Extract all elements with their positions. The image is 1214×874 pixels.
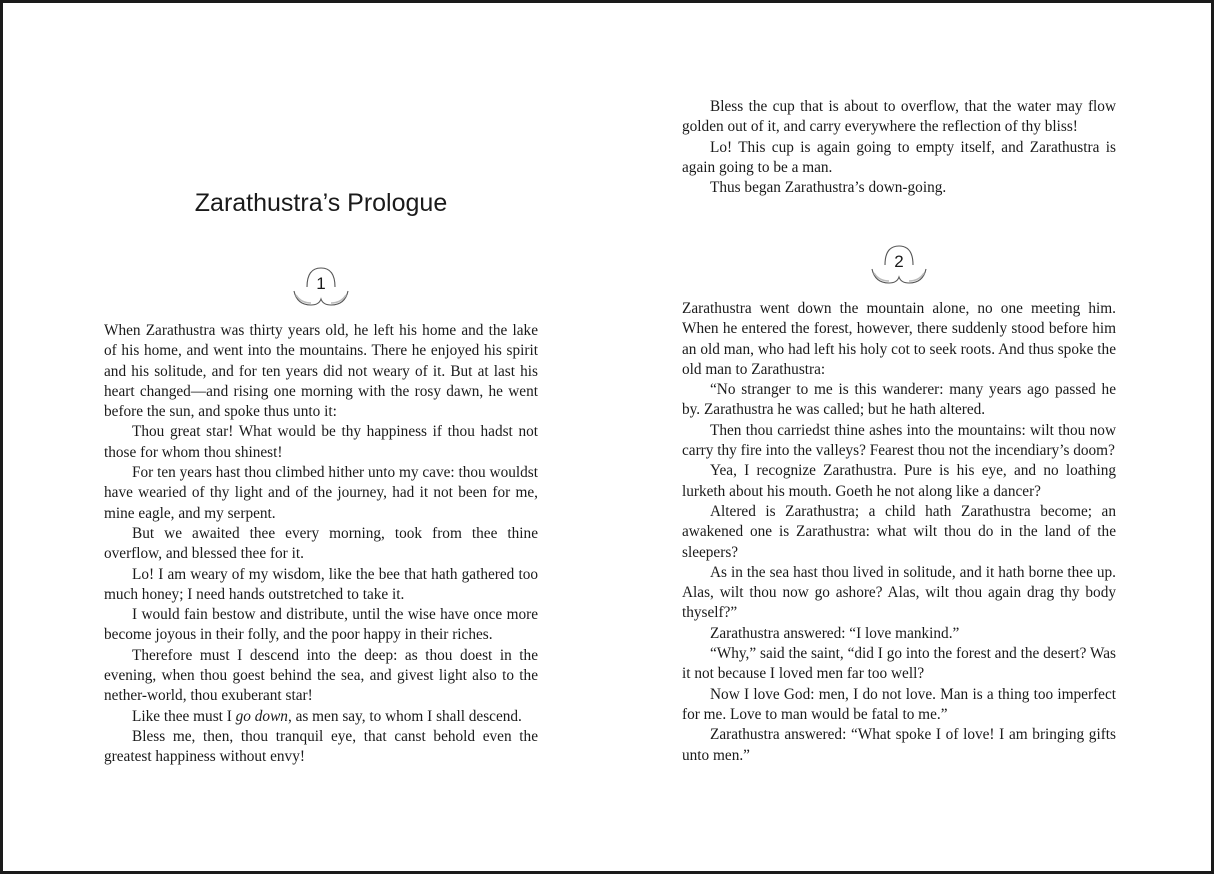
section-number: 1 [316,274,326,293]
paragraph: Zarathustra answered: “What spoke I of love! I am bringing gifts unto men.” [682,726,1116,764]
paragraph: Lo! This cup is again going to empty itself, and Zarathustra is again going to be a man. [682,138,1116,176]
right-page-top-body [682,97,1116,198]
paragraph-text: Like thee must I [132,707,236,725]
paragraph: But we awaited thee every morning, took from thee thine overflow, and blessed thee for it. [104,524,538,563]
paragraph [104,707,538,727]
paragraph: Now I love God: men, I do not love. Man is a thing too imperfect for me. Love to man would be fatal to me.” [682,685,1116,723]
paragraph: Therefore must I descend into the deep: as thou doest in the evening, when thou goest behind the sea, and givest light also to the nether-world, thou exuberant star! [104,646,538,705]
paragraph: Lo! I am weary of my wisdom, like the bee that hath gathered too much honey; I need hands outstretched to take it. [104,565,538,603]
paragraph: Thou great star! What would be thy happiness if thou hadst not those for whom thou shinest! [104,423,538,461]
section-ornament-2 [682,243,1116,291]
paragraph: As in the sea hast thou lived in solitude, and it hath borne thee up. Alas, wilt thou now go ashore? Alas, wilt thou again drag thy body thyself?” [682,563,1116,622]
paragraph: Altered is Zarathustra; a child hath Zarathustra become; an awakened one is Zarathustra: what wilt thou do in the land of the sleepers? [682,502,1116,561]
paragraph: “No stranger to me is this wanderer: many years ago passed he by. Zarathustra he was called; but he hath altered. [682,381,1116,419]
left-page-body [104,321,538,768]
paragraph: I would fain bestow and distribute, until the wise have once more become joyous in their folly, and the poor happy in their riches. [104,606,538,644]
paragraph: Thus began Zarathustra’s down-going. [710,179,947,197]
right-page-body [682,299,1116,766]
paragraph: When Zarathustra was thirty years old, he left his home and the lake of his home, and went into the mountains. There he enjoyed his spirit and his solitude, and for ten years did not weary of it. But at last his heart changed—and rising one morning with the rosy dawn, he went before the sun, and spoke thus unto it: [104,322,538,421]
paragraph: Yea, I recognize Zarathustra. Pure is his eye, and no loathing lurketh about his mouth. Goeth he not along like a dancer? [682,462,1116,500]
paragraph: Zarathustra went down the mountain alone, no one meeting him. When he entered the forest, however, there suddenly stood before him an old man, who had left his holy cot to seek roots. And thus spoke the old man to Zarathustra: [682,300,1116,378]
paragraph: For ten years hast thou climbed hither unto my cave: thou wouldst have wearied of thy light and of the journey, had it not been for me, mine eagle, and my serpent. [104,464,538,522]
chapter-title: Zarathustra’s Prologue [194,189,448,217]
section-number: 2 [894,252,904,271]
paragraph: Bless me, then, thou tranquil eye, that canst behold even the greatest happiness without envy! [104,727,538,766]
paragraph: Then thou carriedst thine ashes into the mountains: wilt thou now carry thy fire into the valleys? Fearest thou not the incendiary’s doom? [682,421,1116,460]
paragraph: Zarathustra answered: “I love mankind.” [710,624,960,642]
paragraph: “Why,” said the saint, “did I go into the forest and the desert? Was it not because I loved men far too well? [682,645,1116,683]
paragraph-text: , as men say, to whom I shall descend. [287,707,522,725]
paragraph: Bless the cup that is about to overflow, that the water may flow golden out of it, and carry everywhere the reflection of thy bliss! [682,98,1116,136]
section-ornament-1 [104,265,538,313]
italic-text: go down [235,707,288,725]
